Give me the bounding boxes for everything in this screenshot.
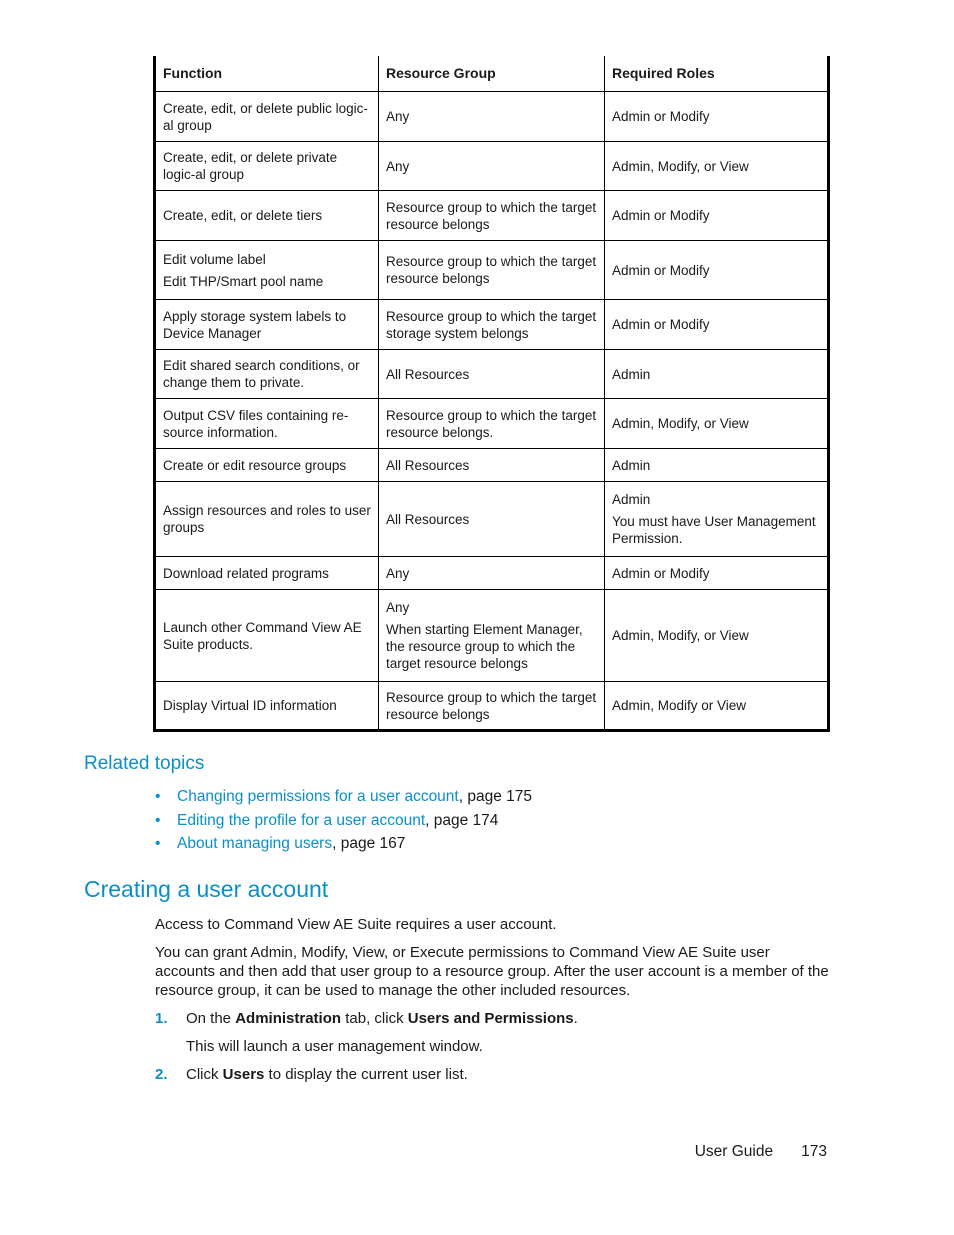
step-text: On the bbox=[186, 1010, 236, 1027]
cell-text: Launch other Command View AE Suite products. bbox=[163, 619, 362, 652]
table-row bbox=[155, 682, 829, 731]
cell-required-roles bbox=[604, 482, 828, 557]
cell-text: When starting Element Manager, the resource group to which the target resource belongs bbox=[385, 622, 583, 671]
cell-text: All Resources bbox=[385, 457, 470, 473]
cell-text: Resource group to which the target resource belongs bbox=[385, 689, 597, 722]
cell-required-roles bbox=[604, 142, 828, 191]
cell-text: Any bbox=[385, 565, 410, 581]
cell-text: All Resources bbox=[385, 366, 470, 382]
cell-text: Apply storage system labels to Device Manager bbox=[163, 308, 347, 341]
cell-function bbox=[155, 350, 379, 399]
cell-function bbox=[155, 92, 379, 142]
cell-text: Create, edit, or delete tiers bbox=[163, 208, 323, 223]
cell-resource-group bbox=[378, 449, 604, 482]
cell-resource-group bbox=[378, 300, 604, 350]
cell-text: Admin, Modify or View bbox=[611, 698, 747, 713]
section-heading: Creating a user account bbox=[84, 876, 329, 902]
cell-resource-group bbox=[378, 241, 604, 300]
cell-text: Resource group to which the target resource belongs. bbox=[385, 407, 597, 440]
cell-text: You must have User Management Permission. bbox=[611, 514, 816, 546]
cell-text: Admin or Modify bbox=[611, 565, 710, 581]
step-text: to display the current user list. bbox=[264, 1066, 468, 1083]
ui-term-users: Users bbox=[222, 1066, 265, 1083]
cell-text: Any bbox=[385, 109, 410, 124]
table-header-row bbox=[155, 56, 829, 92]
cell-text: Output CSV files containing re-source information. bbox=[163, 407, 349, 440]
related-topic-page: , page 175 bbox=[458, 788, 532, 805]
bullet-icon: • bbox=[155, 788, 161, 805]
cell-function bbox=[155, 191, 379, 241]
cell-resource-group bbox=[378, 92, 604, 142]
cell-function bbox=[155, 682, 379, 731]
step-1-result: This will launch a user management window. bbox=[186, 1038, 483, 1055]
column-header-function: Function bbox=[155, 56, 379, 92]
table-row bbox=[155, 449, 829, 482]
step-number: 2. bbox=[155, 1066, 168, 1083]
step-text: Click bbox=[186, 1066, 223, 1083]
cell-text: Admin, Modify, or View bbox=[611, 416, 749, 431]
table-row bbox=[155, 191, 829, 241]
cell-text: Create or edit resource groups bbox=[163, 457, 347, 473]
cell-required-roles bbox=[604, 590, 828, 682]
cell-function bbox=[155, 399, 379, 449]
cell-text: Admin, Modify, or View bbox=[611, 158, 749, 174]
cell-function bbox=[155, 300, 379, 350]
page-footer bbox=[695, 1143, 827, 1161]
table-row bbox=[155, 482, 829, 557]
cell-required-roles bbox=[604, 449, 828, 482]
related-topic-page: , page 167 bbox=[332, 835, 406, 852]
table-body bbox=[155, 92, 829, 731]
cell-function bbox=[155, 241, 379, 300]
table-row bbox=[155, 399, 829, 449]
ui-term-users-and-permissions: Users and Permissions bbox=[407, 1010, 574, 1027]
cell-required-roles bbox=[604, 557, 828, 590]
table-row bbox=[155, 300, 829, 350]
cell-text: Admin or Modify bbox=[611, 208, 710, 223]
ui-term-administration: Administration bbox=[235, 1010, 342, 1027]
cell-text: Resource group to which the target resource belongs bbox=[385, 254, 597, 286]
related-topic-link[interactable]: Editing the profile for a user account bbox=[177, 811, 426, 829]
cell-text: Edit THP/Smart pool name bbox=[163, 273, 324, 289]
cell-text: Create, edit, or delete private logic-al group bbox=[163, 150, 338, 182]
cell-text: Resource group to which the target resource belongs bbox=[385, 199, 597, 232]
cell-text: Download related programs bbox=[163, 565, 329, 581]
cell-text: All Resources bbox=[385, 511, 470, 527]
table-row bbox=[155, 590, 829, 682]
cell-resource-group bbox=[378, 482, 604, 557]
intro-paragraph: Access to Command View AE Suite requires a user account. bbox=[155, 916, 557, 933]
table-row bbox=[155, 142, 829, 191]
cell-text: Admin or Modify bbox=[611, 109, 710, 124]
cell-function bbox=[155, 449, 379, 482]
cell-required-roles bbox=[604, 682, 828, 731]
step-1 bbox=[155, 1009, 578, 1028]
bullet-icon: • bbox=[155, 835, 161, 852]
cell-required-roles bbox=[604, 191, 828, 241]
step-text: . bbox=[573, 1010, 578, 1027]
cell-resource-group bbox=[378, 682, 604, 731]
page-number: 173 bbox=[801, 1143, 827, 1160]
cell-required-roles bbox=[604, 92, 828, 142]
column-header-required-roles: Required Roles bbox=[604, 56, 828, 92]
cell-text: Edit shared search conditions, or change them to private. bbox=[163, 358, 360, 390]
cell-resource-group bbox=[378, 557, 604, 590]
related-topic-item bbox=[155, 786, 532, 810]
cell-text: Assign resources and roles to user groups bbox=[163, 503, 371, 535]
cell-text: Any bbox=[385, 600, 410, 615]
related-topics-heading: Related topics bbox=[84, 753, 205, 774]
cell-text: Edit volume label bbox=[163, 251, 266, 267]
cell-text: Admin bbox=[611, 492, 651, 507]
cell-text: Admin bbox=[611, 366, 651, 382]
related-topic-item bbox=[155, 810, 532, 834]
cell-text: Admin bbox=[611, 457, 651, 473]
cell-text: Create, edit, or delete public logic-al group bbox=[163, 100, 368, 133]
table-row bbox=[155, 241, 829, 300]
cell-text: Admin or Modify bbox=[611, 262, 710, 278]
related-topics-list bbox=[155, 786, 532, 857]
table-row bbox=[155, 92, 829, 142]
cell-required-roles bbox=[604, 241, 828, 300]
footer-label: User Guide bbox=[694, 1143, 774, 1160]
cell-text: Admin, Modify, or View bbox=[611, 628, 749, 643]
related-topic-page: , page 174 bbox=[425, 811, 499, 829]
description-paragraph: You can grant Admin, Modify, View, or Execute permissions to Command View AE Suite user accounts and then add that user group to a resource group. After the user account is a member of the resource group, it can be used to manage the other included resources. bbox=[155, 944, 829, 999]
cell-resource-group bbox=[378, 590, 604, 682]
step-text: tab, click bbox=[341, 1010, 408, 1027]
cell-resource-group bbox=[378, 142, 604, 191]
cell-text: Resource group to which the target storage system belongs bbox=[385, 308, 597, 341]
bullet-icon: • bbox=[155, 811, 161, 829]
step-number: 1. bbox=[155, 1010, 168, 1027]
cell-function bbox=[155, 590, 379, 682]
cell-required-roles bbox=[604, 399, 828, 449]
cell-function bbox=[155, 482, 379, 557]
cell-text: Any bbox=[385, 158, 410, 174]
related-topic-item bbox=[155, 833, 532, 857]
column-header-resource-group: Resource Group bbox=[378, 56, 604, 92]
table-row bbox=[155, 350, 829, 399]
table-row bbox=[155, 557, 829, 590]
related-topic-link[interactable]: Changing permissions for a user account bbox=[177, 788, 459, 805]
cell-function bbox=[155, 142, 379, 191]
cell-resource-group bbox=[378, 399, 604, 449]
cell-function bbox=[155, 557, 379, 590]
step-2 bbox=[155, 1065, 468, 1084]
related-topic-link[interactable]: About managing users bbox=[177, 835, 333, 852]
cell-required-roles bbox=[604, 350, 828, 399]
cell-resource-group bbox=[378, 191, 604, 241]
cell-text: Display Virtual ID information bbox=[163, 698, 337, 713]
roles-table bbox=[153, 56, 830, 732]
cell-text: Admin or Modify bbox=[611, 317, 710, 332]
cell-required-roles bbox=[604, 300, 828, 350]
cell-resource-group bbox=[378, 350, 604, 399]
